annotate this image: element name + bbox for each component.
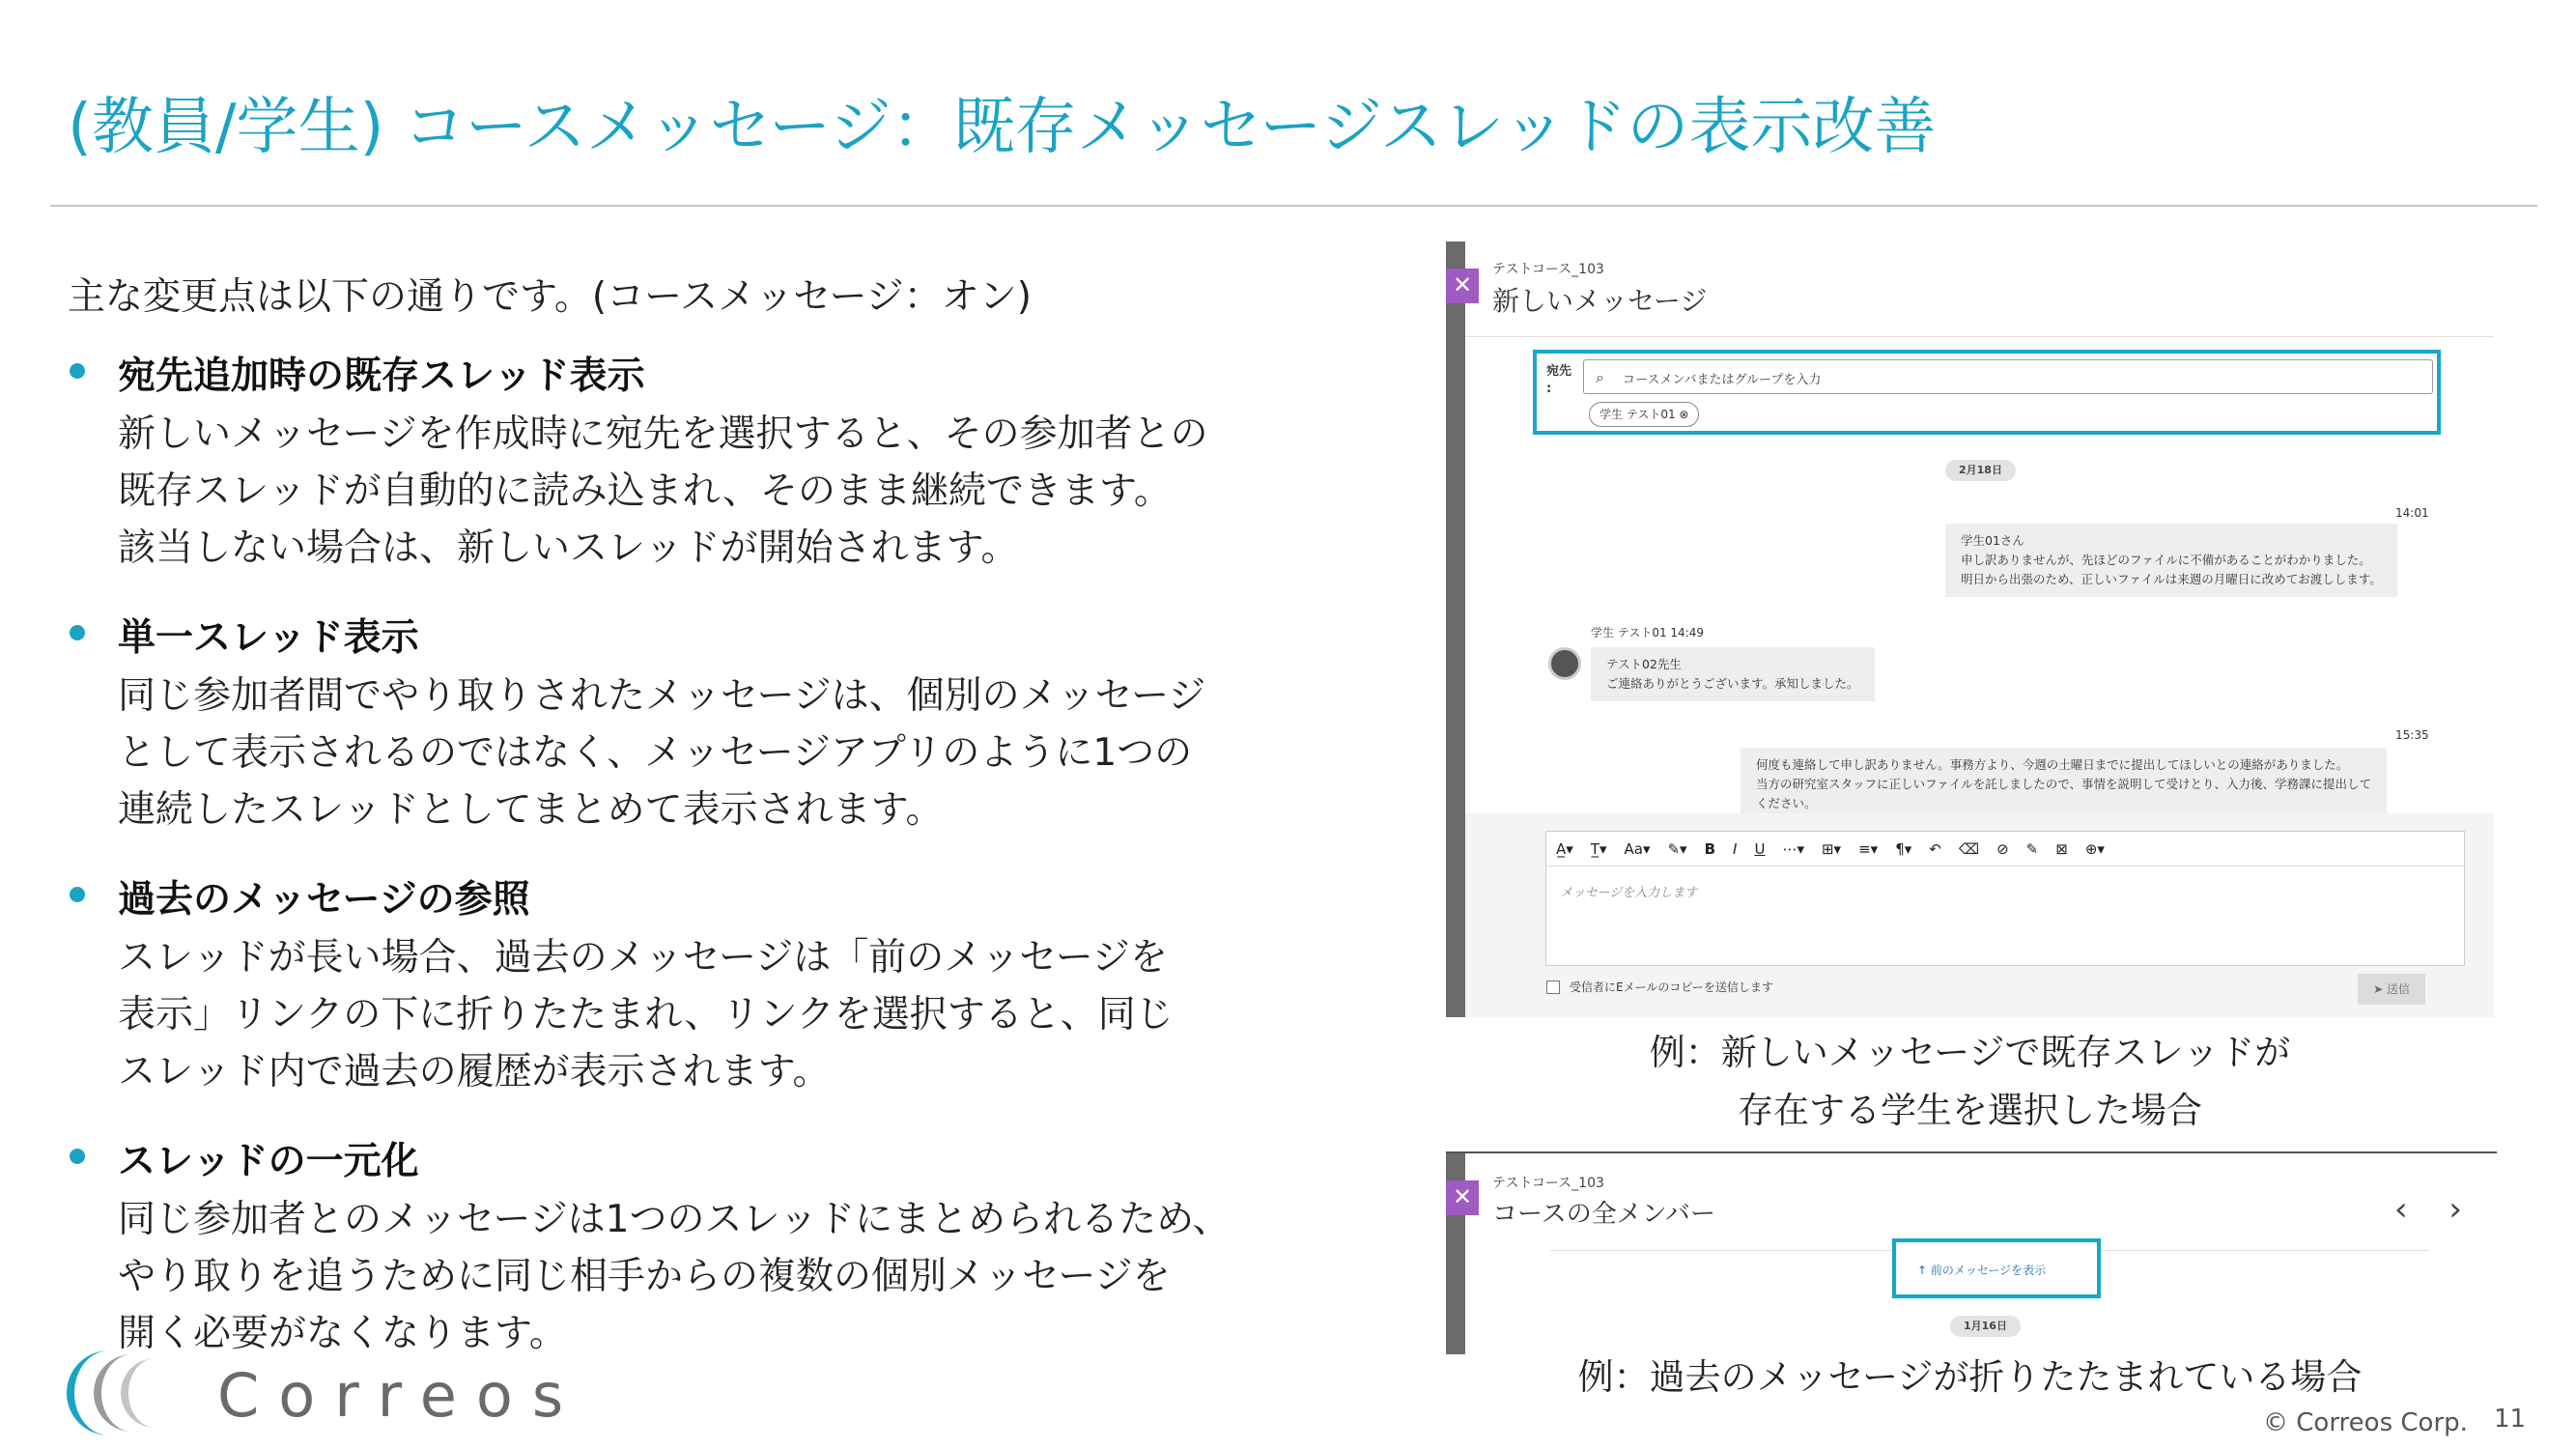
bullet-heading: 宛先追加時の既存スレッド表示 [118, 355, 645, 398]
paragraph-button[interactable]: ¶▾ [1895, 839, 1912, 858]
panel-edge [1446, 242, 1465, 1017]
bullet-text: 表示」リンクの下に折りたたまれ、リンクを選択すると、同じ [118, 993, 1174, 1037]
title-divider [50, 205, 2537, 207]
message-bubble-incoming: テスト02先生 ご連絡ありがとうございます。承知しました。 [1591, 647, 1875, 701]
bullet-text: 連続したスレッドとしてまとめて表示されます。 [118, 788, 944, 832]
bullet-text: 同じ参加者間でやり取りされたメッセージは、個別のメッセージ [118, 674, 1206, 718]
bullet-text: 開く必要がなくなります。 [118, 1312, 567, 1355]
caption-new-message: 例：新しいメッセージで既存スレッドが 存在する学生を選択した場合 [1649, 1032, 2291, 1131]
bullet-dot [70, 625, 85, 640]
search-icon: ⌕ [1596, 368, 1604, 386]
show-previous-messages-link[interactable]: ↑ 前のメッセージを表示 [1917, 1264, 2047, 1277]
align-button[interactable]: ≡▾ [1858, 839, 1879, 858]
text-style-button[interactable]: A̲▾ [1556, 839, 1573, 858]
bullet-heading: 過去のメッセージの参照 [118, 878, 530, 922]
bold-button[interactable]: B [1704, 839, 1716, 858]
link-icon[interactable]: ⊘ [1996, 839, 2009, 858]
message-time: 15:35 [2395, 728, 2429, 742]
recipient-label: 宛先 : [1546, 364, 1572, 396]
attach-icon[interactable]: ✎ [2025, 839, 2039, 858]
highlight-button[interactable]: ✎▾ [1667, 839, 1687, 858]
close-icon[interactable]: ✕ [1446, 1180, 1479, 1215]
bullet-text: 同じ参加者とのメッセージは1つのスレッドにまとめられるため、 [118, 1198, 1231, 1241]
bullet-text: 既存スレッドが自動的に読み込まれ、そのまま継続できます。 [118, 469, 1172, 513]
previous-messages-highlight [1892, 1238, 2101, 1298]
email-copy-checkbox[interactable] [1546, 980, 1560, 994]
bullet-item [68, 1133, 1381, 1362]
course-name: テストコース_103 [1492, 262, 1604, 277]
bullet-item [68, 348, 1381, 577]
message-bubble-outgoing: 学生01さん 申し訳ありませんが、先ほどのファイルに不備があることがわかりました。 明日から出張のため、正しいファイルは来週の月曜日に改めてお渡しします。 [1945, 524, 2397, 597]
slide-title: (教員/学生) コースメッセージ：既存メッセージスレッドの表示改善 [68, 92, 1937, 163]
chevron-nav-icon[interactable]: ‹ › [2393, 1190, 2477, 1229]
undo-icon[interactable]: ↶ [1929, 839, 1941, 858]
close-icon[interactable]: ✕ [1446, 269, 1479, 303]
copyright: © Correos Corp. [2263, 1408, 2468, 1437]
message-time: 14:01 [2395, 506, 2429, 520]
send-button[interactable]: ➤ 送信 [2358, 974, 2425, 1005]
more-options-button[interactable]: ⋯▾ [1782, 839, 1804, 858]
insert-button[interactable]: ⊕▾ [2084, 839, 2105, 858]
bullet-text: 新しいメッセージを作成時に宛先を選択すると、その参加者との [118, 412, 1208, 456]
eraser-icon[interactable]: ⌫ [1958, 839, 1980, 858]
underline-button[interactable]: U [1754, 839, 1766, 858]
correos-logo-icon [53, 1345, 188, 1441]
bullet-list [68, 348, 1381, 1362]
bullet-heading: 単一スレッド表示 [118, 616, 419, 660]
message-bubble-outgoing: 何度も連絡して申し訳ありません。事務方より、今週の土曜日までに提出してほしいとの連絡がありました。 当方の研究室スタッフに正しいファイルを託しましたので、事情を説明して受けとり、入力後、学務課に提出して ください。 [1741, 748, 2387, 821]
panel-divider [1465, 336, 2494, 337]
recipient-chip[interactable]: 学生 テスト01 ⊗ [1589, 402, 1699, 427]
email-copy-label: 受信者にEメールのコピーを送信します [1570, 980, 1773, 994]
content-column [68, 269, 1381, 1395]
message-sender: 学生 テスト01 14:49 [1591, 626, 1705, 639]
bullet-text: 該当しない場合は、新しいスレッドが開始されます。 [118, 526, 1019, 570]
course-name: テストコース_103 [1492, 1176, 1604, 1191]
date-divider: 2月18日 [1945, 460, 2016, 481]
bullet-text: スレッド内で過去の履歴が表示されます。 [118, 1050, 831, 1094]
recipient-input[interactable] [1583, 359, 2433, 394]
caption-collapsed-thread: 例：過去のメッセージが折りたたまれている場合 [1577, 1356, 2363, 1398]
page-number: 11 [2494, 1405, 2527, 1434]
format-button[interactable]: T̲▾ [1590, 839, 1607, 858]
screenshot-new-message [1446, 242, 2494, 1017]
logo-wordmark: Correos [217, 1360, 583, 1431]
recipient-highlight [1533, 350, 2441, 435]
bullet-item [68, 871, 1381, 1100]
image-icon[interactable]: ⊠ [2055, 839, 2068, 858]
bullet-dot [70, 887, 85, 902]
avatar [1548, 647, 1581, 680]
panel-heading: コースの全メンバー [1492, 1200, 1715, 1229]
date-divider: 1月16日 [1950, 1316, 2021, 1337]
bullet-text: として表示されるのではなく、メッセージアプリのように1つの [118, 731, 1193, 775]
table-button[interactable]: ⊞▾ [1821, 839, 1842, 858]
composer-placeholder: メッセージを入力します [1560, 886, 1698, 900]
editor-toolbar [1546, 832, 2464, 867]
message-composer[interactable] [1545, 831, 2465, 966]
italic-button[interactable]: I [1733, 839, 1738, 858]
bullet-heading: スレッドの一元化 [118, 1140, 419, 1183]
recipient-placeholder: コースメンバまたはグループを入力 [1623, 373, 1822, 387]
bullet-item [68, 610, 1381, 838]
bullet-dot [70, 1149, 85, 1164]
bullet-dot [70, 363, 85, 379]
bullet-text: やり取りを追うために同じ相手からの複数の個別メッセージを [118, 1255, 1171, 1298]
intro-text: 主な変更点は以下の通りです。(コースメッセージ：オン) [68, 275, 1033, 319]
panel-heading: 新しいメッセージ [1492, 285, 1708, 317]
font-size-button[interactable]: Aa▾ [1624, 839, 1651, 858]
screenshot-collapsed-thread [1446, 1151, 2497, 1354]
bullet-text: スレッドが長い場合、過去のメッセージは「前のメッセージを [118, 936, 1168, 980]
